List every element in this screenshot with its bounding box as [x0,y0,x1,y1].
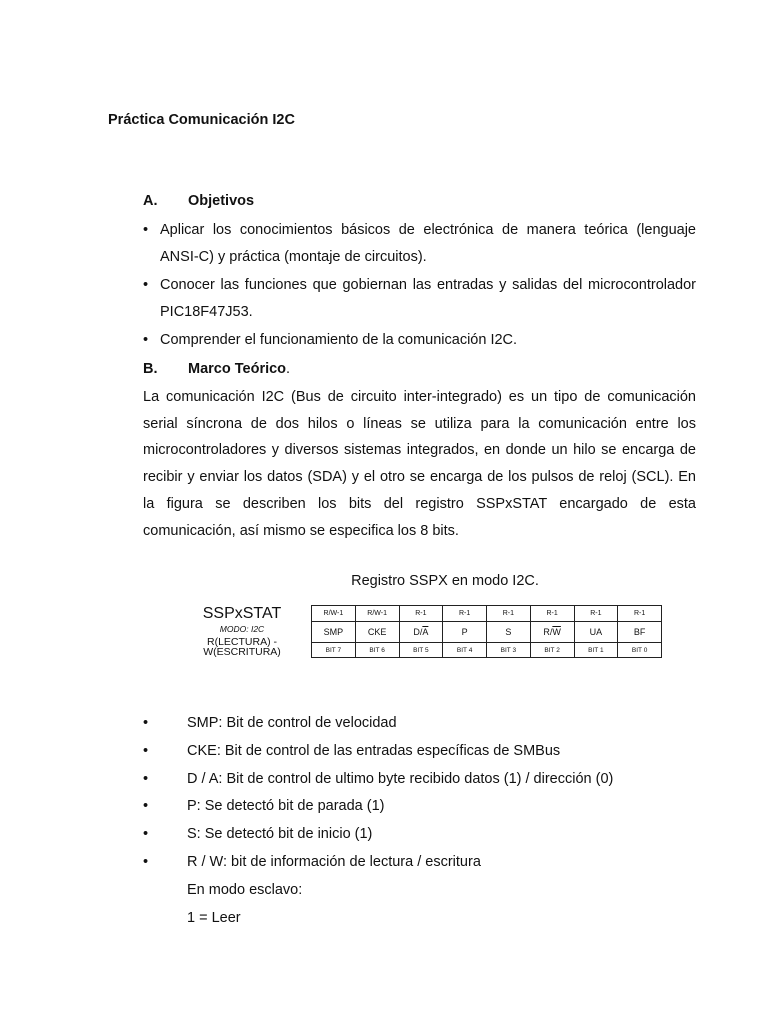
bit-name-cell [399,622,443,643]
objectives-list [143,217,696,356]
register-table [311,605,662,658]
bit-name: S [505,627,512,637]
definition-item: • S: Se detectó bit de inicio (1) [143,821,613,849]
definition-item: • P: Se detectó bit de parada (1) [143,793,613,821]
bit-number-cell: BIT 3 [487,643,531,658]
bit-name: R/ [543,627,553,637]
objective-item: • Conocer las funciones que gobiernan las entradas y salidas del microcontrolador PIC18F47J53. [143,272,696,325]
section-b-title: Marco Teórico [188,361,287,377]
definition-item: • D / A: Bit de control de ultimo byte recibido datos (1) / dirección (0) [143,766,613,794]
rw-detail-line: 1 = Leer [187,909,241,926]
objective-item: • Comprender el funcionamiento de la comunicación I2C. [143,327,696,354]
access-cell: R-1 [530,606,574,622]
bit-name-cell [574,622,618,643]
register-access-row [312,606,662,622]
access-cell: R-1 [618,606,662,622]
access-cell: R-1 [443,606,487,622]
register-bitnum-row [312,643,662,658]
access-cell: R-1 [574,606,618,622]
access-cell: R/W-1 [312,606,356,622]
section-a-heading [143,193,254,209]
bit-name-cell [355,622,399,643]
section-a-letter: A. [143,193,158,209]
bit-name: UA [589,627,603,637]
section-b-period: . [286,361,291,377]
bit-name-cell [312,622,356,643]
access-cell: R-1 [487,606,531,622]
bit-name-cell [487,622,531,643]
bit-number-cell: BIT 6 [355,643,399,658]
bit-name-overline: $\overline{W}$ [552,627,561,637]
bit-name-cell [618,622,662,643]
rw-detail-line: En modo esclavo: [187,881,303,898]
bit-name-cell [443,622,487,643]
register-mode: MODO: I2C [219,624,265,634]
bit-number-cell: BIT 0 [618,643,662,658]
theory-paragraph: La comunicación I2C (Bus de circuito inter-integrado) es un tipo de comunicación serial síncrona de dos hilos o líneas se utiliza para la comunicación entre los microcontroladores y diversos sistemas integrados, en donde un hilo se encarga de recibir y enviar los datos (SDA) y el otro se encarga de los pulsos de reloj (SCL). En la figura se describen los bits del registro SSPxSTAT encargado de esta comunicación, así mismo se especifica los 8 bits. [143,389,696,539]
bit-number-cell: BIT 2 [530,643,574,658]
bit-definitions-list [143,710,613,932]
bit-number-cell: BIT 4 [443,643,487,658]
register-label [172,606,312,658]
access-cell: R/W-1 [355,606,399,622]
document-title: Práctica Comunicación I2C [108,112,295,128]
figure-caption: Registro SSPX en modo I2C. [351,573,539,589]
definition-item: • R / W: bit de información de lectura / escritura [143,849,613,877]
bit-number-cell: BIT 5 [399,643,443,658]
objective-item: • Aplicar los conocimientos básicos de electrónica de manera teórica (lenguaje ANSI-C) y práctica (montaje de circuitos). [143,217,696,270]
bit-name: SMP [323,627,344,637]
bit-number-cell: BIT 1 [574,643,618,658]
bit-name-overline: $\overline{A}$ [422,627,429,637]
register-rw-legend: R(LECTURA) - W(ESCRITURA) [203,635,281,658]
bit-name: P [461,627,468,637]
bit-name-cell [530,622,574,643]
section-b-letter: B. [143,361,158,377]
register-bits-row [312,622,662,643]
access-cell: R-1 [399,606,443,622]
register-name: SSPxSTAT [202,605,282,622]
bit-name: CKE [367,627,387,637]
bit-name: BF [633,627,646,637]
section-b-heading [143,361,290,377]
bit-name: D/ [413,627,423,637]
definition-item: • CKE: Bit de control de las entradas específicas de SMBus [143,738,613,766]
definition-item: • SMP: Bit de control de velocidad [143,710,613,738]
bit-number-cell: BIT 7 [312,643,356,658]
section-a-title: Objetivos [188,193,255,209]
